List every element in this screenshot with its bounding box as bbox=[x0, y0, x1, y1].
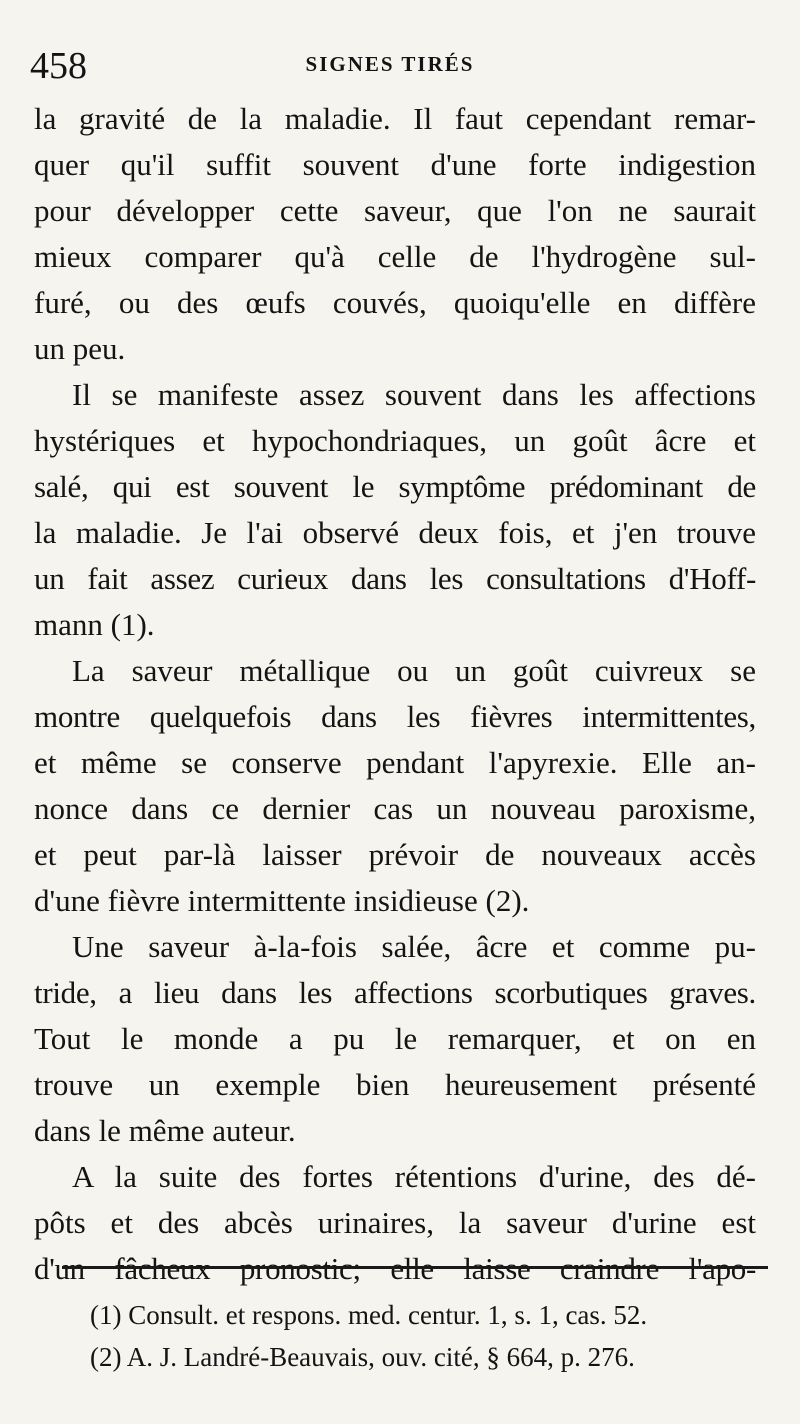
running-head: SIGNES TIRÉS bbox=[305, 52, 475, 76]
page-header bbox=[30, 44, 750, 88]
text-line: tride, a lieu dans les affections scorbutiques graves. bbox=[34, 975, 756, 1010]
text-line: dans le même auteur. bbox=[34, 1113, 296, 1148]
text-line: la gravité de la maladie. Il faut cependant remar- bbox=[34, 101, 756, 136]
text-line: Tout le monde a pu le remarquer, et on en bbox=[34, 1021, 756, 1056]
paragraph-first-line: La saveur métallique ou un goût cuivreux se bbox=[72, 653, 756, 688]
text-line: mieux comparer qu'à celle de l'hydrogène sul- bbox=[34, 239, 756, 274]
text-line: furé, ou des œufs couvés, quoiqu'elle en diffère bbox=[34, 285, 756, 320]
text-line: pour développer cette saveur, que l'on ne saurait bbox=[34, 193, 756, 228]
text-line: nonce dans ce dernier cas un nouveau paroxisme, bbox=[34, 791, 756, 826]
text-line: trouve un exemple bien heureusement présenté bbox=[34, 1067, 756, 1102]
text-line: montre quelquefois dans les fièvres intermittentes, bbox=[34, 699, 756, 734]
paragraph-first-line: A la suite des fortes rétentions d'urine, des dé- bbox=[72, 1159, 756, 1194]
text-line: mann (1). bbox=[34, 607, 155, 642]
text-line: la maladie. Je l'ai observé deux fois, et j'en trouve bbox=[34, 515, 756, 550]
footnote-separator bbox=[62, 1266, 768, 1269]
page-number: 458 bbox=[30, 45, 87, 87]
text-line: un fait assez curieux dans les consultations d'Hoff- bbox=[34, 561, 756, 596]
text-line: pôts et des abcès urinaires, la saveur d'urine est bbox=[34, 1205, 756, 1240]
paragraph-first-line: Une saveur à-la-fois salée, âcre et comme pu- bbox=[72, 929, 756, 964]
text-line: et même se conserve pendant l'apyrexie. Elle an- bbox=[34, 745, 756, 780]
paragraph-first-line: Il se manifeste assez souvent dans les affections bbox=[72, 377, 756, 412]
text-line: d'un fâcheux pronostic; elle laisse craindre l'apo- bbox=[34, 1251, 756, 1286]
text-line: d'une fièvre intermittente insidieuse (2). bbox=[34, 883, 530, 918]
text-line: salé, qui est souvent le symptôme prédominant de bbox=[34, 469, 756, 504]
text-line: quer qu'il suffit souvent d'une forte indigestion bbox=[34, 147, 756, 182]
text-line: et peut par-là laisser prévoir de nouveaux accès bbox=[34, 837, 756, 872]
body-text bbox=[34, 96, 756, 1292]
text-line: un peu. bbox=[34, 331, 126, 366]
footnote-2: (2) A. J. Landré-Beauvais, ouv. cité, § 664, p. 276. bbox=[90, 1342, 635, 1372]
text-line: hystériques et hypochondriaques, un goût âcre et bbox=[34, 423, 756, 458]
footnote-1: (1) Consult. et respons. med. centur. 1, s. 1, cas. 52. bbox=[90, 1300, 648, 1330]
footnotes bbox=[90, 1294, 760, 1378]
